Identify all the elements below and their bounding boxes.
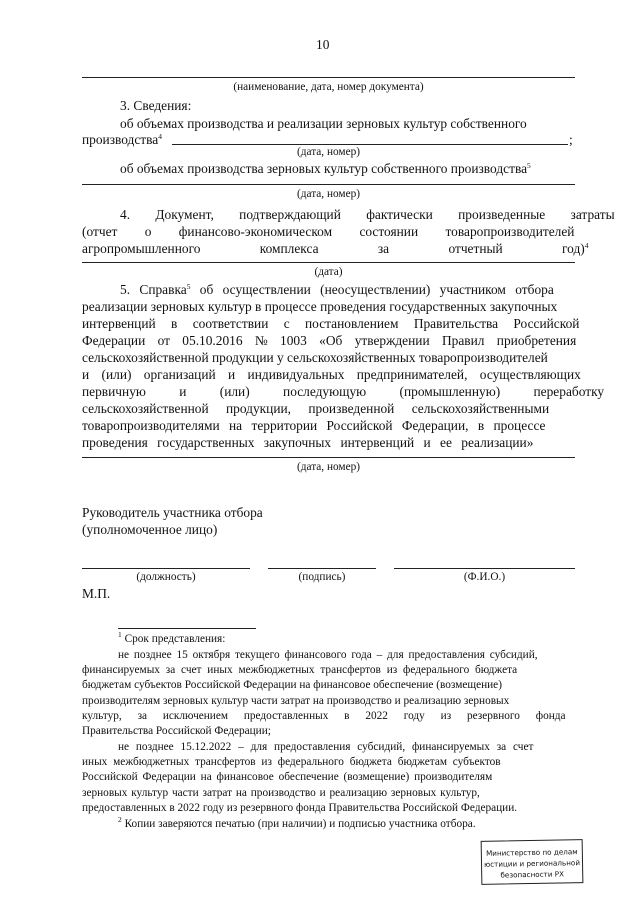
- item3-line3-fill: [82, 184, 575, 185]
- item3-production-label: производства: [82, 132, 159, 147]
- item5-line: товаропроизводителями на территории Российской Федерации, в процессе: [82, 418, 546, 433]
- signature-line: [268, 568, 376, 569]
- footnote-ref-5b: 5: [186, 282, 191, 291]
- registration-stamp: [481, 839, 584, 885]
- item5-line: проведения государственных закупочных интервенций и ее реализации»: [82, 435, 534, 450]
- item5-line: сельскохозяйственной продукции у сельскохозяйственных товаропроизводителей: [82, 350, 548, 365]
- stamp-line: безопасности РХ: [500, 869, 565, 880]
- item3-fill-line: [172, 144, 568, 145]
- item4-line3: [82, 240, 589, 257]
- footnote-line: Российской Федерации на финансовое обеспечение (возмещение) производителям: [82, 771, 493, 783]
- footnote-2-text: Копии заверяются печатью (при наличии) и подписью участника отбора.: [124, 818, 476, 830]
- stamp-line: юстиции и региональной: [484, 858, 581, 869]
- footnote-line: бюджетам субъектов Российской Федерации на финансовое обеспечение (возмещение): [82, 679, 502, 691]
- item3-date-caption-1: (дата, номер): [296, 146, 361, 158]
- head-title: Руководитель участника отбора: [82, 505, 263, 520]
- footnote-line: культур, за исключением предоставленных в 2022 году из резервного фонда: [82, 710, 566, 722]
- item5-fill-line: [82, 457, 575, 458]
- footnote-2: [118, 817, 476, 832]
- head-subtitle: (уполномоченное лицо): [82, 522, 218, 537]
- position-caption: (должность): [136, 571, 196, 583]
- item5-line: первичную и (или) последующую (промышленную) переработку: [82, 384, 605, 399]
- item4-line1: 4. Документ, подтверждающий фактически произведенные затраты: [120, 207, 615, 222]
- item4-date-caption: (дата): [314, 266, 343, 278]
- item3-line3-text: об объемах производства зерновых культур собственного производства: [120, 161, 528, 176]
- item3-line1-text: об объемах производства и реализации зерновых культур собственного: [120, 116, 527, 131]
- item4-line2: (отчет о финансово-экономическом состоянии товаропроизводителей: [82, 224, 575, 239]
- footnote-separator: [118, 628, 256, 629]
- item5-line: и (или) организаций и индивидуальных предпринимателей, осуществляющих: [82, 367, 581, 382]
- doc-name-line: [82, 77, 575, 78]
- item5-line1-rest: об осуществлении (неосуществлении) участником отбора: [190, 282, 554, 297]
- footnote-line: зерновых культур части затрат на производство и реализацию зерновых культур,: [82, 787, 480, 799]
- doc-name-caption: (наименование, дата, номер документа): [233, 81, 424, 93]
- footnote-1-number: 1: [118, 630, 122, 639]
- item5-date-caption: (дата, номер): [296, 461, 361, 473]
- item5-prefix: 5. Справка: [120, 282, 187, 297]
- footnote-ref-5: 5: [527, 161, 531, 170]
- footnote-line: не позднее 15 октября текущего финансового года – для предоставления субсидий,: [118, 649, 538, 661]
- item5-line1: [120, 281, 554, 298]
- seal-label: М.П.: [82, 586, 111, 601]
- footnote-line: Правительства Российской Федерации;: [82, 725, 271, 737]
- footnote-line: иных межбюджетных трансфертов из федерального бюджета бюджетам субъектов: [82, 756, 501, 768]
- item3-semicolon: ;: [569, 132, 573, 147]
- item5-line: интервенций в соответствии с постановлением Правительства Российской: [82, 316, 580, 331]
- footnote-line: предоставленных в 2022 году из резервного фонда Правительства Российской Федерации.: [82, 802, 518, 814]
- position-line: [82, 568, 250, 569]
- stamp-line: Министерство по делам: [485, 847, 578, 858]
- footnote-2-number: 2: [118, 815, 122, 824]
- item5-line: Федерации от 05.10.2016 № 1003 «Об утверждении Правил приобретения: [82, 333, 577, 348]
- footnote-line: производителям зерновых культур части затрат на производство и реализацию зерновых: [82, 695, 510, 707]
- item3-line1: [120, 115, 575, 132]
- footnote-ref-4: 4: [158, 132, 163, 141]
- fio-caption: (Ф.И.О.): [463, 571, 506, 583]
- page-number: 10: [316, 37, 330, 52]
- item3-heading: 3. Сведения:: [120, 98, 192, 113]
- footnote-1-title: [118, 632, 225, 647]
- item4-fill-line: [82, 262, 575, 263]
- signature-caption: (подпись): [298, 571, 346, 583]
- item3-line3: [120, 160, 531, 177]
- fio-line: [394, 568, 575, 569]
- footnote-1-title-text: Срок представления:: [124, 633, 226, 645]
- item3-date-caption-2: (дата, номер): [296, 188, 361, 200]
- item5-line: реализации зерновых культур в процессе проведения государственных закупочных: [82, 299, 558, 314]
- item5-line: сельскохозяйственной продукции, произведенной сельскохозяйственными: [82, 401, 550, 416]
- footnote-line: не позднее 15.12.2022 – для предоставления субсидий, финансируемых за счет: [118, 741, 534, 753]
- footnote-ref-4b: 4: [584, 241, 589, 250]
- item4-line3-text: агропромышленного комплекса за отчетный год): [82, 241, 585, 256]
- footnote-line: финансируемых за счет иных межбюджетных трансфертов из федерального бюджета: [82, 664, 518, 676]
